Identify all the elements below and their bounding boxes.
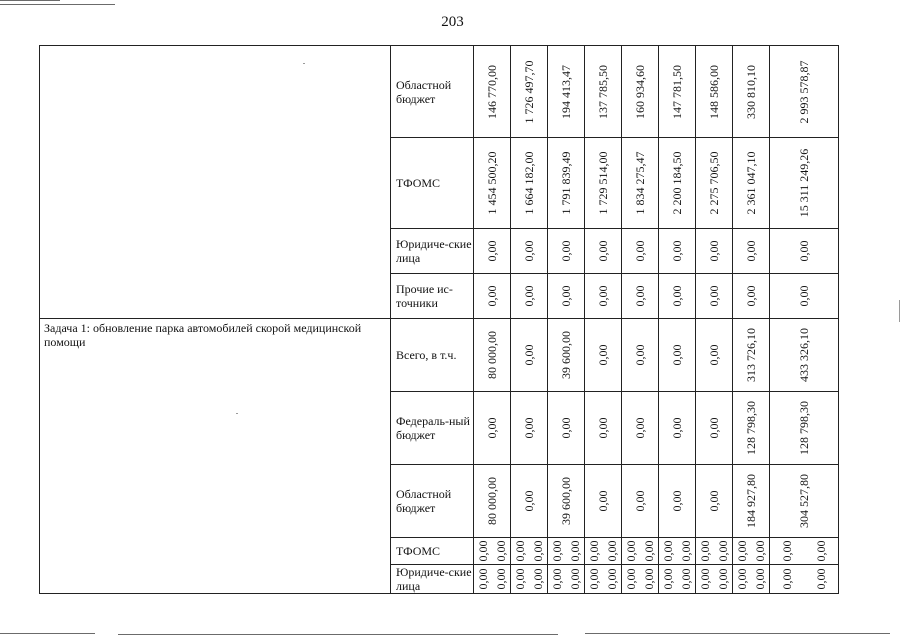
funding-source: ТФОМС xyxy=(391,538,474,565)
value-cell-pair: 0,00 0,00 xyxy=(696,538,733,565)
value-cell: 0,00 xyxy=(696,229,733,274)
value-cell-pair-total: 0,00 0,00 xyxy=(770,565,839,594)
value-cell-pair: 0,00 0,00 xyxy=(622,565,659,594)
value-cell-total: 0,00 xyxy=(770,229,839,274)
value-cell-pair: 0,00 0,00 xyxy=(622,538,659,565)
value-cell: 1 729 514,00 xyxy=(585,138,622,229)
value-cell-pair-total: 0,00 0,00 xyxy=(770,538,839,565)
table-row xyxy=(40,46,839,138)
scan-edge-mark-right xyxy=(899,300,900,322)
value-cell: 0,00 xyxy=(659,319,696,392)
funding-source: Областной бюджет xyxy=(391,46,474,138)
table-row xyxy=(40,319,839,392)
value-cell-pair: 0,00 0,00 xyxy=(696,565,733,594)
value-cell-pair: 0,00 0,00 xyxy=(548,538,585,565)
value-cell: 0,00 xyxy=(511,392,548,465)
funding-source: Юридиче-ские лица xyxy=(391,229,474,274)
value-cell: 0,00 xyxy=(511,229,548,274)
value-cell-pair: 0,00 0,00 xyxy=(585,565,622,594)
value-cell-pair: 0,00 0,00 xyxy=(474,538,511,565)
value-cell: 0,00 xyxy=(511,319,548,392)
value-cell: 0,00 xyxy=(622,274,659,319)
value-cell: 146 770,00 xyxy=(474,46,511,138)
value-cell: 0,00 xyxy=(585,465,622,538)
scan-edge-line-bottom-right xyxy=(585,633,890,634)
value-cell: 2 200 184,50 xyxy=(659,138,696,229)
page-number: 203 xyxy=(441,14,464,30)
value-cell: 1 791 839,49 xyxy=(548,138,585,229)
value-cell-total: 304 527,80 xyxy=(770,465,839,538)
scan-edge-line-top-short xyxy=(0,0,60,1)
scan-edge-line-bottom-left xyxy=(0,633,95,634)
value-cell: 0,00 xyxy=(511,274,548,319)
value-cell: 0,00 xyxy=(622,392,659,465)
value-cell: 160 934,60 xyxy=(622,46,659,138)
value-cell-pair: 0,00 0,00 xyxy=(474,565,511,594)
task-cell-empty xyxy=(40,46,391,319)
value-cell: 0,00 xyxy=(474,229,511,274)
value-cell: 313 726,10 xyxy=(733,319,770,392)
value-cell-pair: 0,00 0,00 xyxy=(733,538,770,565)
value-cell: 0,00 xyxy=(585,229,622,274)
value-cell-pair: 0,00 0,00 xyxy=(511,538,548,565)
value-cell-pair: 0,00 0,00 xyxy=(733,565,770,594)
value-cell: 0,00 xyxy=(696,392,733,465)
funding-source: Областной бюджет xyxy=(391,465,474,538)
funding-source: Всего, в т.ч. xyxy=(391,319,474,392)
value-cell: 194 413,47 xyxy=(548,46,585,138)
funding-source: Федераль-ный бюджет xyxy=(391,392,474,465)
value-cell: 184 927,80 xyxy=(733,465,770,538)
value-cell: 1 834 275,47 xyxy=(622,138,659,229)
value-cell-total: 2 993 578,87 xyxy=(770,46,839,138)
value-cell: 0,00 xyxy=(622,229,659,274)
value-cell: 0,00 xyxy=(659,229,696,274)
budget-table xyxy=(39,45,839,594)
value-cell: 0,00 xyxy=(474,274,511,319)
funding-source: ТФОМС xyxy=(391,138,474,229)
value-cell: 0,00 xyxy=(585,392,622,465)
value-cell: 128 798,30 xyxy=(733,392,770,465)
value-cell: 0,00 xyxy=(511,465,548,538)
value-cell: 0,00 xyxy=(548,392,585,465)
value-cell-total: 433 326,10 xyxy=(770,319,839,392)
value-cell: 0,00 xyxy=(659,465,696,538)
value-cell: 137 785,50 xyxy=(585,46,622,138)
funding-source: Прочие ис-точники xyxy=(391,274,474,319)
value-cell-pair: 0,00 0,00 xyxy=(548,565,585,594)
value-cell: 2 361 047,10 xyxy=(733,138,770,229)
value-cell: 0,00 xyxy=(696,319,733,392)
value-cell: 0,00 xyxy=(548,229,585,274)
value-cell: 1 664 182,00 xyxy=(511,138,548,229)
value-cell: 0,00 xyxy=(474,392,511,465)
value-cell-pair: 0,00 0,00 xyxy=(511,565,548,594)
value-cell: 39 600,00 xyxy=(548,319,585,392)
value-cell: 1 454 500,20 xyxy=(474,138,511,229)
value-cell: 0,00 xyxy=(622,465,659,538)
value-cell-total: 0,00 xyxy=(770,274,839,319)
value-cell-total: 128 798,30 xyxy=(770,392,839,465)
value-cell-pair: 0,00 0,00 xyxy=(659,565,696,594)
value-cell: 1 726 497,70 xyxy=(511,46,548,138)
value-cell: 39 600,00 xyxy=(548,465,585,538)
value-cell: 0,00 xyxy=(696,465,733,538)
value-cell: 0,00 xyxy=(733,229,770,274)
value-cell: 0,00 xyxy=(733,274,770,319)
value-cell: 0,00 xyxy=(585,274,622,319)
value-cell: 0,00 xyxy=(585,319,622,392)
value-cell-total: 15 311 249,26 xyxy=(770,138,839,229)
value-cell: 330 810,10 xyxy=(733,46,770,138)
funding-source: Юридиче-ские лица xyxy=(391,565,474,594)
value-cell: 0,00 xyxy=(696,274,733,319)
value-cell-pair: 0,00 0,00 xyxy=(585,538,622,565)
value-cell: 0,00 xyxy=(548,274,585,319)
value-cell: 80 000,00 xyxy=(474,465,511,538)
task-description: Задача 1: обновление парка автомобилей скорой медицинской помощи xyxy=(40,319,391,594)
value-cell: 0,00 xyxy=(659,392,696,465)
scan-edge-line-top xyxy=(0,4,115,5)
value-cell: 80 000,00 xyxy=(474,319,511,392)
value-cell-pair: 0,00 0,00 xyxy=(659,538,696,565)
scan-edge-line-bottom-mid xyxy=(118,634,558,635)
value-cell: 148 586,00 xyxy=(696,46,733,138)
value-cell: 0,00 xyxy=(659,274,696,319)
value-cell: 0,00 xyxy=(622,319,659,392)
value-cell: 2 275 706,50 xyxy=(696,138,733,229)
value-cell: 147 781,50 xyxy=(659,46,696,138)
